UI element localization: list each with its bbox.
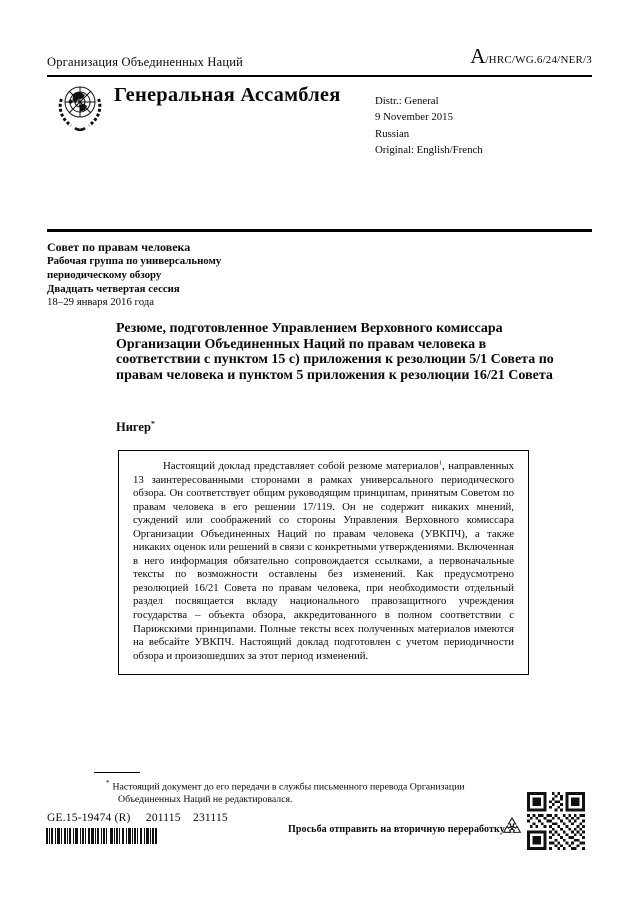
summary-intro: Настоящий доклад представляет собой резюме материалов: [163, 460, 439, 472]
org-name-label: Организация Объединенных Наций: [47, 55, 244, 69]
qr-code: [527, 792, 585, 855]
recycle-icon: [501, 815, 523, 844]
document-symbol-rest: /HRC/WG.6/24/NER/3: [485, 54, 592, 66]
country-footnote-marker: *: [150, 419, 155, 428]
recycle-label: Просьба отправить на вторичную переработку: [288, 824, 505, 835]
footnote-marker: *: [106, 780, 110, 787]
summary-box: [118, 450, 529, 675]
document-symbol: [470, 44, 592, 69]
distr-original: Original: English/French: [375, 144, 483, 157]
distribution-block: [375, 93, 483, 159]
council-name: Совет по правам человека: [47, 240, 191, 254]
session-dates: 18–29 января 2016 года: [47, 296, 155, 309]
footnote-separator: [94, 772, 140, 773]
country-heading: [116, 419, 155, 435]
assembly-title: Генеральная Ассамблея: [114, 84, 341, 106]
footnote-text: Настоящий документ до его передачи в службы письменного перевода Организации Объединенных Наций не редактировался.: [112, 781, 465, 805]
summary-footnote-ref: 1: [438, 459, 443, 467]
session-number: Двадцать четвертая сессия: [47, 282, 180, 295]
distr-language: Russian: [375, 127, 410, 140]
header-divider: [47, 75, 592, 77]
country-name: Нигер: [116, 420, 151, 435]
distr-date: 9 November 2015: [375, 111, 453, 124]
working-group-line2: периодическому обзору: [47, 268, 162, 281]
footnote: [106, 778, 500, 806]
session-block: [47, 239, 221, 310]
summary-body: , направленных 13 заинтересованными сторонами в рамках универсального периодического обзора. Он соответствует общим руководящим принципам, принятым Советом по правам человека в его решении 17/119. Он не содержит никаких мнений, суждений или соображений со стороны Управления Верховного комиссара Организации Объединенных Наций по правам человека (УВКПЧ), а также никаких оценок или решений в связи с конкретными утверждениями. Включенная в него информация обязательно сопровождается ссылками, а первоначальные тексты по возможности оставлены без изменений. Как предусмотрено резолюцией 16/21 Совета по правам человека, при необходимости отдельный раздел посвящается вкладу национального правозащитного учреждения государства – объекта обзора, аккредитованного в полном соответствии с Парижскими принципами. Полные тексты всех полученных материалов имеются на вебсайте УВКПЧ. Настоящий доклад подготовлен с учетом периодичности обзора и произошедших за этот период изменений.: [133, 460, 515, 662]
page-title: Резюме, подготовленное Управлением Верховного комиссара Организации Объединенных Наций по правам человека в соответствии с пунктом 15 c) приложения к резолюции 5/1 Совета по правам человека и пунктом 5 приложения к резолюции 16/21 Совета: [116, 321, 554, 384]
ge-number: GE.15-19474 (R) 201115 231115: [47, 812, 228, 824]
summary-paragraph: [133, 460, 514, 663]
working-group-line1: Рабочая группа по универсальному: [47, 255, 222, 267]
section-divider: [47, 229, 592, 232]
barcode: [46, 828, 158, 849]
distr-type: Distr.: General: [375, 95, 439, 107]
document-symbol-letter: A: [470, 44, 486, 68]
un-emblem-icon: [52, 82, 108, 145]
